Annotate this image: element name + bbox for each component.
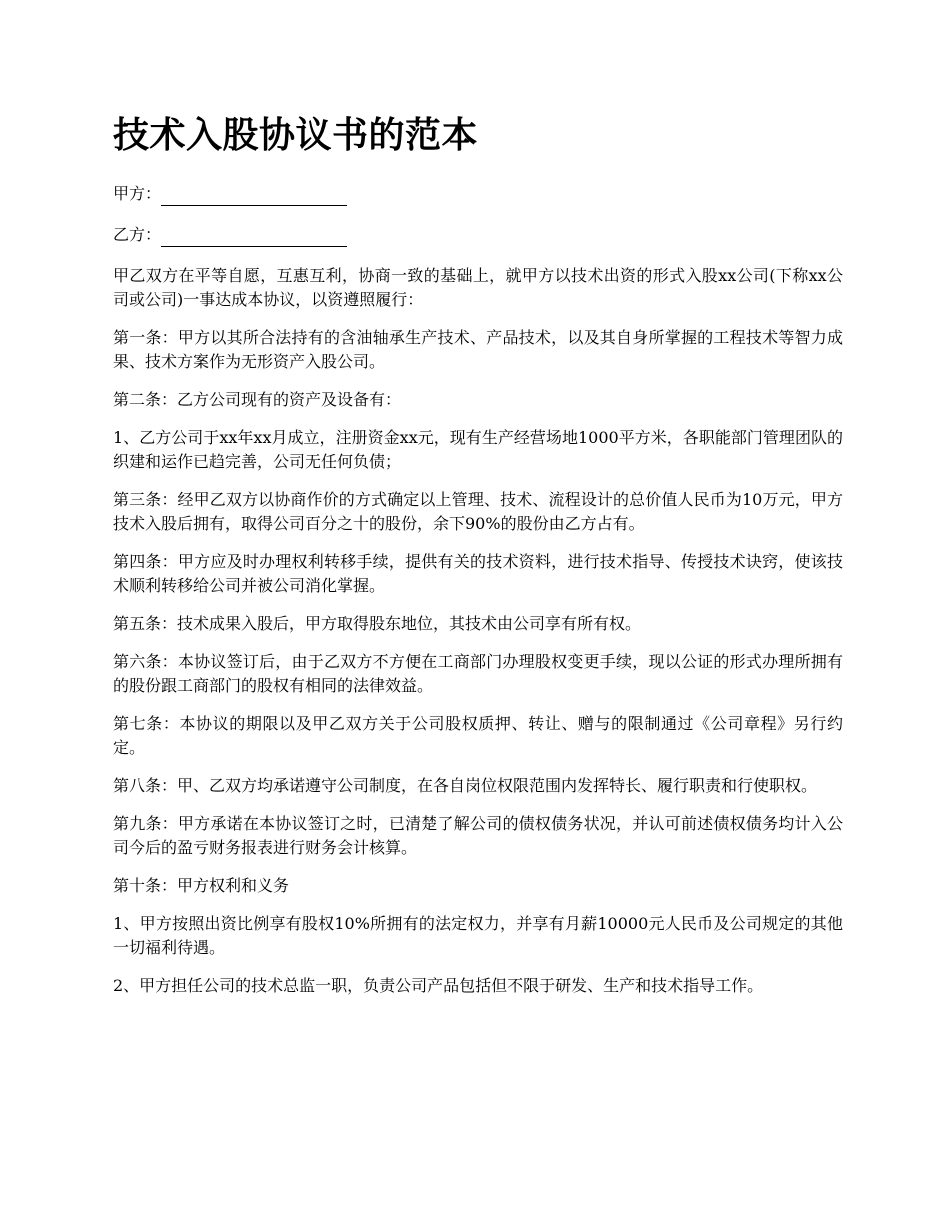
document-page xyxy=(113,112,843,1012)
article-9-paragraph: 第九条：甲方承诺在本协议签订之时，已清楚了解公司的债权债务状况，并认可前述债权债务均计入公司今后的盈亏财务报表进行财务会计核算。 xyxy=(113,814,843,857)
article-8-paragraph: 第八条：甲、乙双方均承诺遵守公司制度，在各自岗位权限范围内发挥特长、履行职责和行使职权。 xyxy=(113,776,818,795)
article-7-paragraph: 第七条：本协议的期限以及甲乙双方关于公司股权质押、转让、赠与的限制通过《公司章程》另行约定。 xyxy=(113,714,843,757)
article-2-paragraph: 第二条：乙方公司现有的资产及设备有： xyxy=(113,390,402,409)
article-6-paragraph: 第六条：本协议签订后，由于乙双方不方便在工商部门办理股权变更手续，现以公证的形式办理所拥有的股份跟工商部门的股权有相同的法律效益。 xyxy=(113,652,843,695)
article-10-item-1-paragraph: 1、甲方按照出资比例享有股权10%所拥有的法定权力，并享有月薪10000元人民币及公司规定的其他一切福利待遇。 xyxy=(113,914,843,957)
article-2-item-1-paragraph: 1、乙方公司于xx年xx月成立，注册资金xx元，现有生产经营场地1000平方米，各职能部门管理团队的织建和运作已趋完善，公司无任何负债； xyxy=(113,428,843,471)
article-10-paragraph: 第十条：甲方权利和义务 xyxy=(113,876,290,895)
party-a-line xyxy=(113,182,843,206)
article-10-item-2-paragraph: 2、甲方担任公司的技术总监一职，负责公司产品包括但不限于研发、生产和技术指导工作。 xyxy=(113,976,764,995)
article-3-paragraph: 第三条：经甲乙双方以协商作价的方式确定以上管理、技术、流程设计的总价值人民币为10万元，甲方技术入股后拥有，取得公司百分之十的股份，余下90%的股份由乙方占有。 xyxy=(113,490,843,533)
article-4-paragraph: 第四条：甲方应及时办理权利转移手续，提供有关的技术资料，进行技术指导、传授技术诀窍，使该技术顺利转移给公司并被公司消化掌握。 xyxy=(113,552,843,595)
party-a-label: 甲方： xyxy=(113,184,162,203)
article-5-paragraph: 第五条：技术成果入股后，甲方取得股东地位，其技术由公司享有所有权。 xyxy=(113,614,642,633)
document-title: 技术入股协议书的范本 xyxy=(113,115,479,156)
party-a-blank xyxy=(161,188,347,206)
party-b-label: 乙方： xyxy=(113,225,162,244)
article-1-paragraph: 第一条：甲方以其所合法持有的含油轴承生产技术、产品技术，以及其自身所掌握的工程技术等智力成果、技术方案作为无形资产入股公司。 xyxy=(113,328,843,371)
party-b-line xyxy=(113,223,843,247)
party-b-blank xyxy=(161,229,347,247)
preamble-paragraph: 甲乙双方在平等自愿，互惠互利，协商一致的基础上，就甲方以技术出资的形式入股xx公司(下称xx公司或公司)一事达成本协议，以资遵照履行： xyxy=(113,266,843,309)
